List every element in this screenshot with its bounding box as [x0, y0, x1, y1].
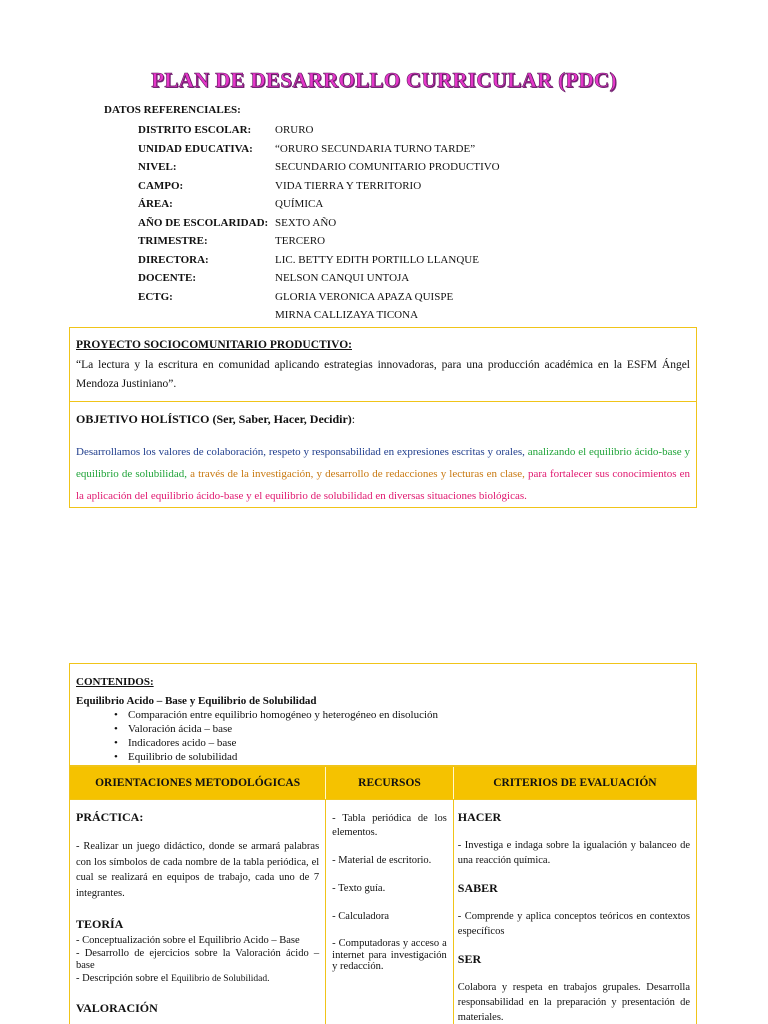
hacer-heading: HACER	[457, 810, 502, 824]
table-header	[69, 766, 697, 800]
teoria-item-topic: Equilibrio de Solubilidad.	[171, 973, 270, 984]
proyecto-heading: PROYECTO SOCIOCOMUNITARIO PRODUCTIVO:	[76, 339, 352, 351]
contenidos-box	[69, 663, 697, 766]
contenidos-list	[128, 708, 690, 764]
table-body	[69, 800, 697, 1024]
datos-row	[138, 158, 500, 177]
list-item: • Indicadores acido – base	[128, 736, 690, 750]
datos-key: ECTG:	[138, 290, 173, 303]
criterios-cell	[453, 800, 696, 1024]
orientaciones-cell	[70, 800, 325, 1024]
datos-key: ÁREA:	[138, 198, 173, 211]
datos-value: NELSON CANQUI UNTOJA	[275, 272, 410, 285]
recurso-item: - Material de escritorio.	[332, 855, 432, 866]
datos-row	[138, 251, 500, 270]
objetivo-heading	[76, 412, 690, 427]
datos-key: DISTRITO ESCOLAR:	[138, 124, 252, 137]
objetivo-heading-colon: :	[351, 412, 356, 426]
list-item: • Comparación entre equilibrio homogéneo y heterogéneo en disolución	[128, 708, 690, 722]
recurso-item: - Tabla periódica de los elementos.	[332, 813, 447, 838]
datos-value: TERCERO	[275, 235, 326, 248]
objetivo-ser: Desarrollamos los valores de colaboración, respeto y responsabilidad en expresiones escritas y orales,	[76, 446, 528, 458]
datos-value: GLORIA VERONICA APAZA QUISPE	[275, 290, 454, 303]
datos-value: ORURO	[275, 124, 314, 137]
datos-row	[138, 306, 500, 325]
recurso-item: - Texto guía.	[332, 883, 386, 894]
objetivo-heading-label: OBJETIVO HOLÍSTICO (Ser, Saber, Hacer, Decidir)	[76, 412, 352, 426]
recurso-item: - Calculadora	[332, 911, 390, 922]
saber-text: - Comprende y aplica conceptos teóricos en contextos específicos	[457, 911, 690, 937]
datos-key: NIVEL:	[138, 161, 177, 174]
objetivo-saber: analizando el equilibrio ácido-base y equilibrio de solubilidad,	[76, 446, 690, 480]
contenidos-heading: CONTENIDOS:	[76, 676, 154, 688]
practica-heading: PRÁCTICA:	[76, 810, 144, 824]
datos-key: UNIDAD EDUCATIVA:	[138, 142, 253, 155]
hacer-text: - Investiga e indaga sobre la igualación y balanceo de una reacción química.	[457, 840, 690, 866]
teoria-item-prefix: - Descripción sobre el	[76, 972, 172, 984]
teoria-item: - Desarrollo de ejercicios sobre la Valoración ácido – base	[76, 947, 320, 971]
datos-key: DOCENTE:	[138, 272, 197, 285]
datos-value: SECUNDARIO COMUNITARIO PRODUCTIVO	[275, 161, 500, 174]
datos-key: AÑO DE ESCOLARIDAD:	[138, 216, 269, 229]
proyecto-box	[69, 327, 697, 402]
datos-value: LIC. BETTY EDITH PORTILLO LLANQUE	[275, 253, 479, 266]
datos-row	[138, 288, 500, 307]
teoria-item	[76, 973, 319, 986]
objetivo-text	[76, 441, 690, 507]
objetivo-hacer: a través de la investigación, y desarrollo de redacciones y lecturas en clase,	[190, 468, 528, 480]
datos-row	[138, 177, 500, 196]
header-criterios: CRITERIOS DE EVALUACIÓN	[453, 767, 696, 799]
header-recursos: RECURSOS	[325, 767, 453, 799]
datos-row	[138, 121, 500, 140]
datos-value: “ORURO SECUNDARIA TURNO TARDE”	[275, 142, 476, 155]
page-title: PLAN DE DESARROLLO CURRICULAR (PDC)	[151, 68, 617, 92]
ser-heading: SER	[457, 952, 482, 966]
valoracion-heading: VALORACIÓN	[76, 1001, 158, 1015]
datos-key: TRIMESTRE:	[138, 235, 208, 248]
datos-row	[138, 214, 500, 233]
datos-row	[138, 269, 500, 288]
teoria-item: - Conceptualización sobre el Equilibrio Acido – Base	[76, 935, 300, 946]
datos-heading: DATOS REFERENCIALES:	[104, 104, 241, 116]
objetivo-box	[69, 401, 697, 508]
header-orientaciones: ORIENTACIONES METODOLÓGICAS	[95, 777, 301, 789]
datos-row	[138, 195, 500, 214]
teoria-heading: TEORÍA	[76, 917, 124, 931]
datos-key: DIRECTORA:	[138, 253, 209, 266]
datos-row	[138, 232, 500, 251]
saber-heading: SABER	[457, 881, 498, 895]
ser-text: Colabora y respeta en trabajos grupales. Desarrolla responsabilidad en la preparación y presentación de materiales.	[457, 982, 690, 1023]
datos-value: SEXTO AÑO	[275, 216, 337, 229]
datos-value: QUÍMICA	[275, 198, 324, 211]
datos-key: CAMPO:	[138, 179, 184, 192]
objetivo-decidir: para fortalecer sus conocimientos en la aplicación del equilibrio ácido-base y el equilibrio de solubilidad en diversas situaciones biológicas.	[76, 468, 691, 502]
practica-text: - Realizar un juego didáctico, donde se armará palabras con los símbolos de cada nombre de la tabla periódica, el cual se realizará en equipos de trabajo, cada uno de 7 integrantes.	[76, 841, 320, 899]
proyecto-text: “La lectura y la escritura en comunidad aplicando estrategias innovadoras, para una producción académica en la ESFM Ángel Mendoza Justiniano”.	[76, 359, 690, 390]
list-item: • Valoración ácida – base	[128, 722, 690, 736]
list-item: • Equilibrio de solubilidad	[128, 750, 690, 764]
recurso-item: - Computadoras y acceso a internet para investigación y redacción.	[332, 938, 447, 972]
contenidos-subheading: Equilibrio Acido – Base y Equilibrio de Solubilidad	[76, 695, 317, 707]
datos-row	[138, 140, 500, 159]
recursos-cell	[325, 800, 453, 1024]
datos-value: VIDA TIERRA Y TERRITORIO	[275, 179, 422, 192]
datos-value: MIRNA CALLIZAYA TICONA	[275, 309, 419, 322]
datos-referenciales	[138, 121, 500, 325]
